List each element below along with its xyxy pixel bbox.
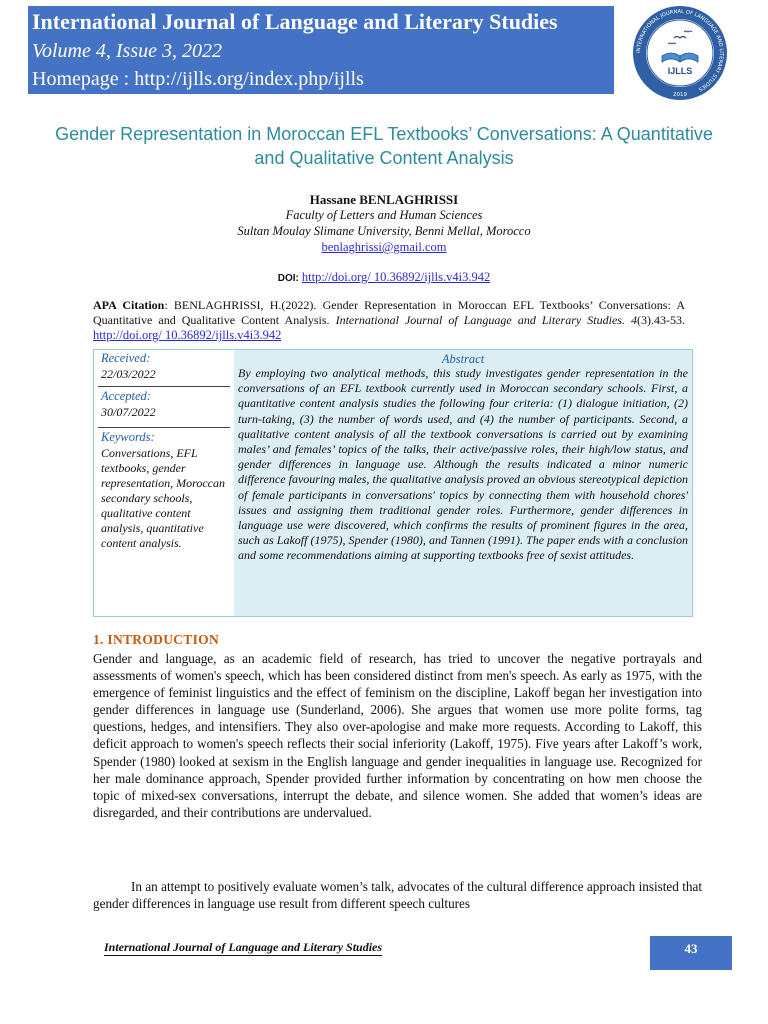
apa-text: : BENLAGHRISSI, H.(2022). Gender Representation in Moroccan EFL Textbooks’ Conversations: A Quantitative and Qualitative Content Analysis. bbox=[93, 298, 686, 327]
email-link[interactable]: benlaghrissi@gmail.com bbox=[321, 240, 447, 254]
article-info-column bbox=[94, 350, 232, 616]
journal-title: International Journal of Language and Literary Studies bbox=[32, 9, 558, 34]
divider bbox=[98, 386, 230, 387]
accepted-label: Accepted: bbox=[101, 389, 151, 403]
article-title: Gender Representation in Moroccan EFL Textbooks’ Conversations: A Quantitative and Qualitative Content Analysis bbox=[55, 124, 713, 168]
keywords-list: Conversations, EFL textbooks, gender representation, Moroccan secondary schools, qualitative content analysis, quantitative content analysis. bbox=[101, 446, 225, 550]
received-label: Received: bbox=[101, 351, 151, 365]
journal-banner bbox=[28, 6, 614, 94]
author-name: Hassane BENLAGHRISSI bbox=[309, 192, 459, 207]
accepted-date: 30/07/2022 bbox=[101, 405, 156, 419]
logo-ring-text: INTERNATIONAL JOURNAL OF LANGUAGE AND LITERARY STUDIES bbox=[635, 8, 725, 93]
body-paragraph: In an attempt to positively evaluate women’s talk, advocates of the cultural difference approach insisted that gender differences in language use result from different speech cultures bbox=[93, 879, 702, 912]
abstract-column bbox=[234, 350, 692, 616]
apa-pages: (3).43-53. bbox=[637, 313, 685, 327]
affiliation-university: Sultan Moulay Slimane University, Benni Mellal, Morocco bbox=[237, 224, 531, 238]
author-email bbox=[0, 240, 768, 255]
apa-citation bbox=[93, 298, 685, 343]
doi-label: DOI: bbox=[277, 273, 299, 284]
journal-homepage[interactable]: Homepage : http://ijlls.org/index.php/ijlls bbox=[32, 68, 364, 90]
apa-doi-link[interactable]: http://doi.org/ 10.36892/ijlls.v4i3.942 bbox=[93, 328, 282, 342]
keywords-label: Keywords: bbox=[101, 430, 155, 444]
section-heading-introduction: 1. INTRODUCTION bbox=[93, 632, 220, 647]
apa-label: APA Citation bbox=[93, 298, 165, 312]
journal-volume: Volume 4, Issue 3, 2022 bbox=[32, 40, 222, 62]
logo-year: 2019 bbox=[673, 92, 687, 98]
journal-logo bbox=[626, 4, 734, 102]
affiliation-faculty: Faculty of Letters and Human Sciences bbox=[285, 208, 483, 222]
abstract-table bbox=[93, 349, 693, 617]
apa-journal: International Journal of Language and Literary Studies. 4 bbox=[335, 313, 637, 327]
abstract-text: By employing two analytical methods, this study investigates gender representation in the conversations of an EFL textbook currently used in Moroccan secondary schools. First, a quantitative content analysis studies the following four criteria: (1) dialogue initiation, (2) turn-taking, (3) the number of words used, and (4) the number of participants. Second, a qualitative content analysis of all the textbook conversations is carried out by examining males’ and females’ topics of the talks, their active/passive roles, their high/low status, and gender differences in language use. Although the results indicated a minor numeric difference favouring males, the qualitative analysis proved an obvious stereotypical depiction of female participants in conversations' topics by connecting them with household chores' issues and assigning them traditional gender roles. Furthermore, gender differences in language use were discovered, which confirms the results of prominent figures in the area, such as Lakoff (1975), Spender (1980), and Tannen (1991). The paper ends with a conclusion and some recommendations aiming at supporting textbooks free of sexist attitudes. bbox=[238, 366, 688, 563]
abstract-heading: Abstract bbox=[441, 352, 485, 366]
logo-abbr: IJLLS bbox=[667, 66, 693, 76]
page-number-box bbox=[650, 936, 732, 970]
divider bbox=[98, 427, 230, 428]
doi-link[interactable]: http://doi.org/ 10.36892/ijlls.v4i3.942 bbox=[301, 270, 491, 284]
body-paragraph: Gender and language, as an academic field of research, has tried to uncover the negative portrayals and assessments of women's speech, which has been considered distinct from men's speech. As early as 1975, with the emergence of feminist linguistics and the effect of feminism on the discipline, Lakoff began her investigation into gender differences in language use (Sunderland, 2006). She argues that women use more polite forms, tag questions, hedges, and intensifiers. They also over-apologise and make more requests. According to Lakoff, this deficit approach to women's speech reflects their social inferiority (Lakoff, 1975). Five years after Lakoff’s work, Spender (1980) looked at sexism in the English language and gender inequalities in language use. Recognized for her male dominance approach, Spender provided further information by concentrating on how men choose the topic of mixed-sex conversations, interrupt the debate, and silence women. She added that women’s ideas are disregarded, and their contributions are undervalued. bbox=[93, 651, 702, 820]
received-date: 22/03/2022 bbox=[101, 367, 156, 381]
footer-journal-name: International Journal of Language and Literary Studies bbox=[104, 940, 383, 954]
doi-line bbox=[0, 270, 768, 285]
page-number: 43 bbox=[684, 941, 698, 956]
